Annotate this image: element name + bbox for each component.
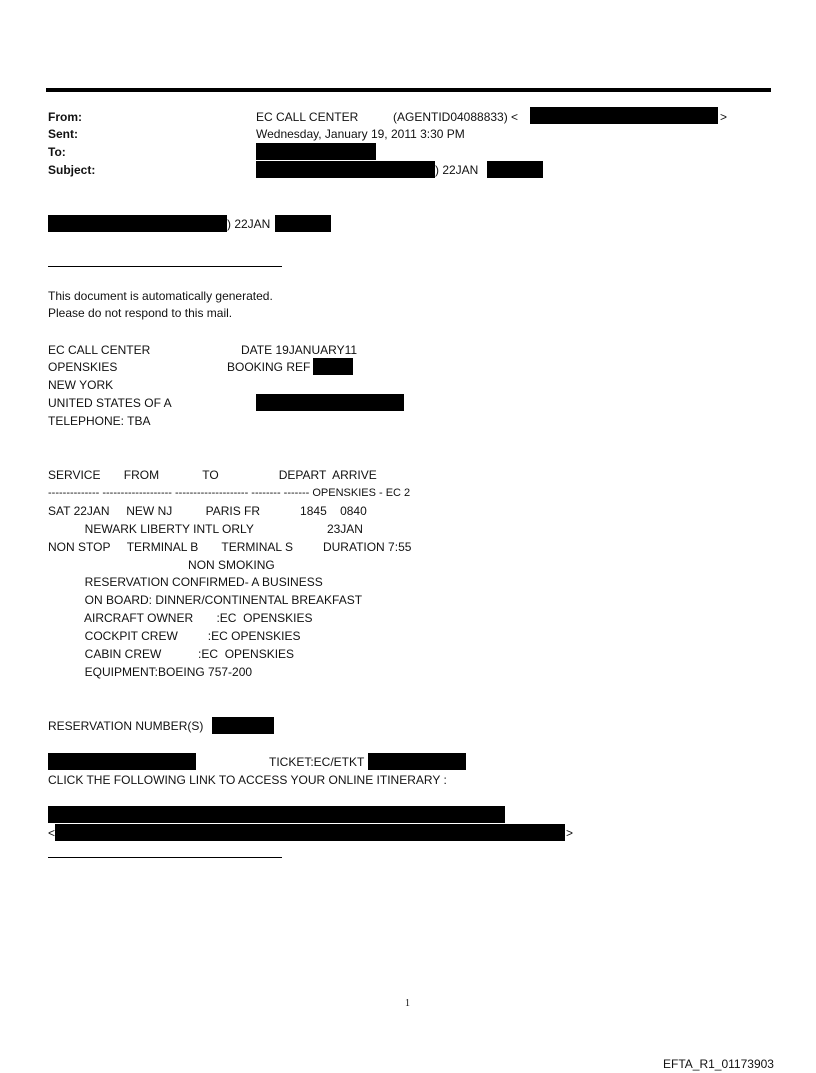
agency-line-3: NEW YORK xyxy=(48,378,114,392)
itinerary-owner-row: AIRCRAFT OWNER :EC OPENSKIES xyxy=(48,611,313,625)
section-divider-top xyxy=(48,266,282,267)
agency-line-5: TELEPHONE: TBA xyxy=(48,414,151,428)
subject-suffix: ) 22JAN xyxy=(435,163,479,177)
redacted-ticket-block xyxy=(368,753,466,770)
from-agent-id: (AGENTID04088833) < xyxy=(393,110,519,124)
auto-generated-line-2: Please do not respond to this mail. xyxy=(48,306,233,320)
redacted-address-block xyxy=(256,394,404,411)
agency-line-2: OPENSKIES xyxy=(48,360,118,374)
itinerary-header-row: SERVICE FROM TO DEPART ARRIVE xyxy=(48,468,377,482)
sent-label: Sent: xyxy=(48,127,78,141)
link-open-bracket: < xyxy=(48,826,56,840)
auto-generated-line-1: This document is automatically generated. xyxy=(48,289,273,303)
to-label: To: xyxy=(48,145,66,159)
link-close-bracket: > xyxy=(566,826,574,840)
document-id: EFTA_R1_01173903 xyxy=(663,1057,774,1071)
redacted-heading-name-block xyxy=(275,215,331,232)
itinerary-cockpit-row: COCKPIT CREW :EC OPENSKIES xyxy=(48,629,301,643)
sent-value: Wednesday, January 19, 2011 3:30 PM xyxy=(256,127,465,141)
redacted-heading-block xyxy=(48,215,227,232)
from-value: EC CALL CENTER xyxy=(256,110,359,124)
link-instruction: CLICK THE FOLLOWING LINK TO ACCESS YOUR ONLINE ITINERARY : xyxy=(48,773,447,787)
from-close-bracket: > xyxy=(720,110,728,124)
redacted-to-block xyxy=(256,143,376,160)
page-number: 1 xyxy=(405,998,410,1009)
itinerary-terminal-row: NON STOP TERMINAL B TERMINAL S DURATION 7:55 xyxy=(48,540,412,554)
itinerary-equipment-row: EQUIPMENT:BOEING 757-200 xyxy=(48,665,253,679)
itinerary-onboard-row: ON BOARD: DINNER/CONTINENTAL BREAKFAST xyxy=(48,593,363,607)
itinerary-flight-row: SAT 22JAN NEW NJ PARIS FR 1845 0840 xyxy=(48,504,367,518)
ticket-label: TICKET:EC/ETKT xyxy=(269,755,365,769)
booking-ref-label: BOOKING REF xyxy=(227,360,311,374)
redacted-passenger-block xyxy=(48,753,196,770)
from-label: From: xyxy=(48,110,82,124)
redacted-subject-name-block xyxy=(487,161,543,178)
reservation-numbers-label: RESERVATION NUMBER(S) xyxy=(48,719,204,733)
itinerary-airport-row: NEWARK LIBERTY INTL ORLY 23JAN xyxy=(48,522,363,536)
header-top-rule xyxy=(46,88,771,92)
redacted-email-block xyxy=(530,107,718,124)
redacted-link-block-2[interactable] xyxy=(55,824,565,841)
redacted-booking-ref-block xyxy=(313,358,353,375)
itinerary-smoking-row: NON SMOKING xyxy=(48,558,275,572)
redacted-reservation-block xyxy=(212,717,274,734)
heading-suffix: ) 22JAN xyxy=(227,217,271,231)
itinerary-divider-row: -------------- ------------------- -------------------- -------- ------- OPENSKIES - EC 2 xyxy=(48,487,411,499)
agency-line-1: EC CALL CENTER xyxy=(48,343,151,357)
itinerary-cabin-row: CABIN CREW :EC OPENSKIES xyxy=(48,647,295,661)
section-divider-bottom xyxy=(48,857,282,858)
redacted-subject-block xyxy=(256,161,435,178)
agency-line-4: UNITED STATES OF A xyxy=(48,396,172,410)
date-line: DATE 19JANUARY11 xyxy=(241,343,358,357)
subject-label: Subject: xyxy=(48,163,96,177)
redacted-link-block-1[interactable] xyxy=(48,806,505,823)
itinerary-status-row: RESERVATION CONFIRMED- A BUSINESS xyxy=(48,575,323,589)
